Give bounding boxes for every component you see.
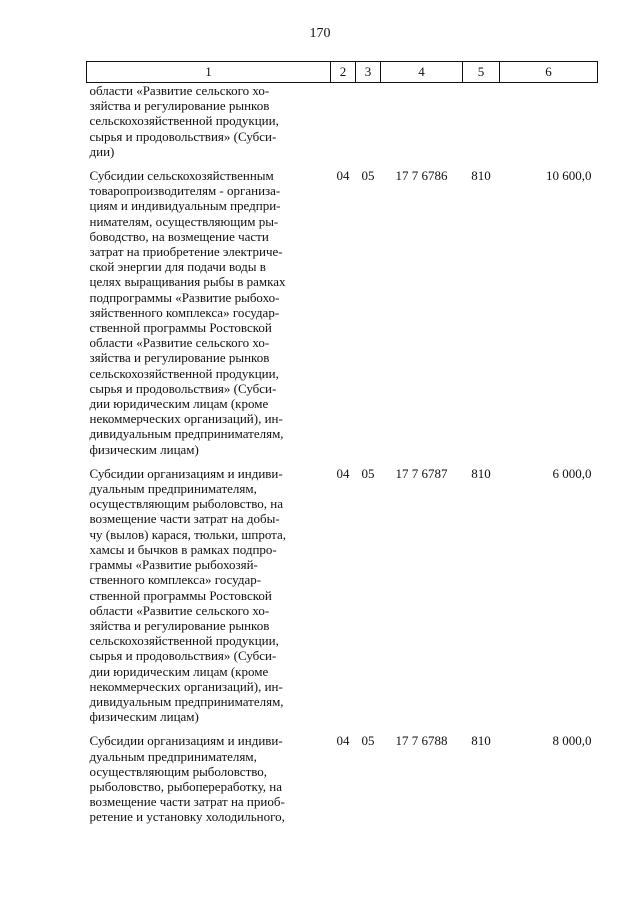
amount-value: 8 000,0	[552, 733, 592, 749]
row-description	[87, 83, 331, 160]
description-line: дуальным предпринимателям,	[89, 481, 257, 497]
expense-type-code: 810	[471, 168, 491, 184]
amount-value	[500, 83, 598, 160]
target-article-code: 17 7 6787	[395, 465, 448, 481]
target-article-code: 17 7 6786	[395, 168, 448, 184]
page-number: 170	[309, 26, 331, 41]
table-row	[87, 466, 598, 724]
section-code	[331, 83, 356, 160]
description-line: возмещение части затрат на добы-	[89, 511, 280, 527]
table-body	[87, 83, 598, 825]
subsection-code: 05	[361, 168, 375, 184]
description-line: зяйства и регулирование рынков	[89, 98, 270, 114]
description-line: дии юридическим лицам (кроме	[89, 663, 269, 679]
row-spacer-cell	[87, 159, 598, 168]
description-line: ретение и установку холодильного,	[89, 809, 285, 825]
subsection-code: 05	[361, 733, 375, 749]
table-header-row	[87, 62, 598, 83]
description-line: области «Развитие сельского хо-	[89, 83, 270, 98]
description-line: ской энергии для подачи воды в	[89, 259, 266, 275]
description-line: ственной программы Ростовской	[89, 320, 272, 336]
description-line: подпрограммы «Развитие рыбохо-	[89, 289, 280, 305]
description-line: физическим лицам)	[89, 441, 199, 457]
column-header-2: 2	[331, 62, 356, 83]
description-line: некоммерческих организаций), ин-	[89, 411, 283, 427]
description-line: Субсидии организациям и индиви-	[89, 465, 283, 481]
row-spacer	[87, 724, 598, 733]
description-line: боводство, на возмещение части	[89, 228, 269, 244]
target-article-code	[381, 83, 463, 160]
description-line: осуществляющим рыболовство, на	[89, 496, 284, 512]
expense-type-code: 810	[471, 465, 491, 481]
description-line: сырья и продовольствия» (Субси-	[89, 648, 277, 664]
expense-type-code	[463, 83, 500, 160]
amount-value: 10 600,0	[546, 168, 592, 184]
row-spacer	[87, 159, 598, 168]
description-line: дивидуальным предпринимателям,	[89, 693, 284, 709]
section-code: 04	[336, 465, 350, 481]
description-line: чу (вылов) карася, тюльки, шпрота,	[89, 526, 287, 542]
description-line: сырья и продовольствия» (Субси-	[89, 380, 277, 396]
description-line: дивидуальным предпринимателям,	[89, 426, 284, 442]
description-line: товаропроизводителям - организа-	[89, 183, 281, 199]
column-header-1: 1	[87, 62, 331, 83]
description-line: ственной программы Ростовской	[89, 587, 272, 603]
column-header-5: 5	[463, 62, 500, 83]
description-line: целях выращивания рыбы в рамках	[89, 274, 286, 290]
column-header-4: 4	[381, 62, 463, 83]
description-line: области «Развитие сельского хо-	[89, 335, 270, 351]
budget-table	[86, 61, 598, 825]
section-code: 04	[336, 733, 350, 749]
description-line: Субсидии организациям и индиви-	[89, 733, 283, 749]
row-spacer	[87, 457, 598, 466]
table-row	[87, 168, 598, 457]
description-line: возмещение части затрат на приоб-	[89, 794, 285, 810]
row-description	[87, 168, 331, 457]
description-line: рыболовство, рыбопереработку, на	[89, 778, 283, 794]
description-line: некоммерческих организаций), ин-	[89, 678, 283, 694]
description-line: физическим лицам)	[89, 709, 199, 725]
subsection-code: 05	[361, 465, 375, 481]
column-header-3: 3	[356, 62, 381, 83]
description-line: граммы «Развитие рыбохозяй-	[89, 557, 258, 573]
description-line: сельскохозяйственной продукции,	[89, 633, 279, 649]
description-line: сельскохозяйственной продукции,	[89, 365, 279, 381]
row-description	[87, 466, 331, 724]
description-line: осуществляющим рыболовство,	[89, 763, 268, 779]
table-row	[87, 83, 598, 160]
subsection-code	[356, 83, 381, 160]
description-line: ственного комплекса» государ-	[89, 572, 262, 588]
description-line: дии)	[89, 143, 115, 159]
row-spacer-cell	[87, 724, 598, 733]
description-line: затрат на приобретение электриче-	[89, 244, 283, 260]
amount-value: 6 000,0	[552, 465, 592, 481]
expense-type-code: 810	[471, 733, 491, 749]
description-line: зяйства и регулирование рынков	[89, 617, 270, 633]
row-description	[87, 733, 331, 824]
description-line: Субсидии сельскохозяйственным	[89, 168, 274, 184]
description-line: области «Развитие сельского хо-	[89, 602, 270, 618]
row-spacer-cell	[87, 457, 598, 466]
description-line: дии юридическим лицам (кроме	[89, 396, 269, 412]
column-header-6: 6	[500, 62, 598, 83]
description-line: нимателям, осуществляющим ры-	[89, 213, 279, 229]
description-line: циям и индивидуальным предпри-	[89, 198, 281, 214]
table-row	[87, 733, 598, 824]
description-line: зяйственного комплекса» государ-	[89, 304, 280, 320]
description-line: сельскохозяйственной продукции,	[89, 113, 279, 129]
description-line: зяйства и регулирование рынков	[89, 350, 270, 366]
section-code: 04	[336, 168, 350, 184]
target-article-code: 17 7 6788	[395, 733, 448, 749]
description-line: дуальным предпринимателям,	[89, 748, 257, 764]
description-line: хамсы и бычков в рамках подпро-	[89, 541, 277, 557]
description-line: сырья и продовольствия» (Субси-	[89, 128, 277, 144]
